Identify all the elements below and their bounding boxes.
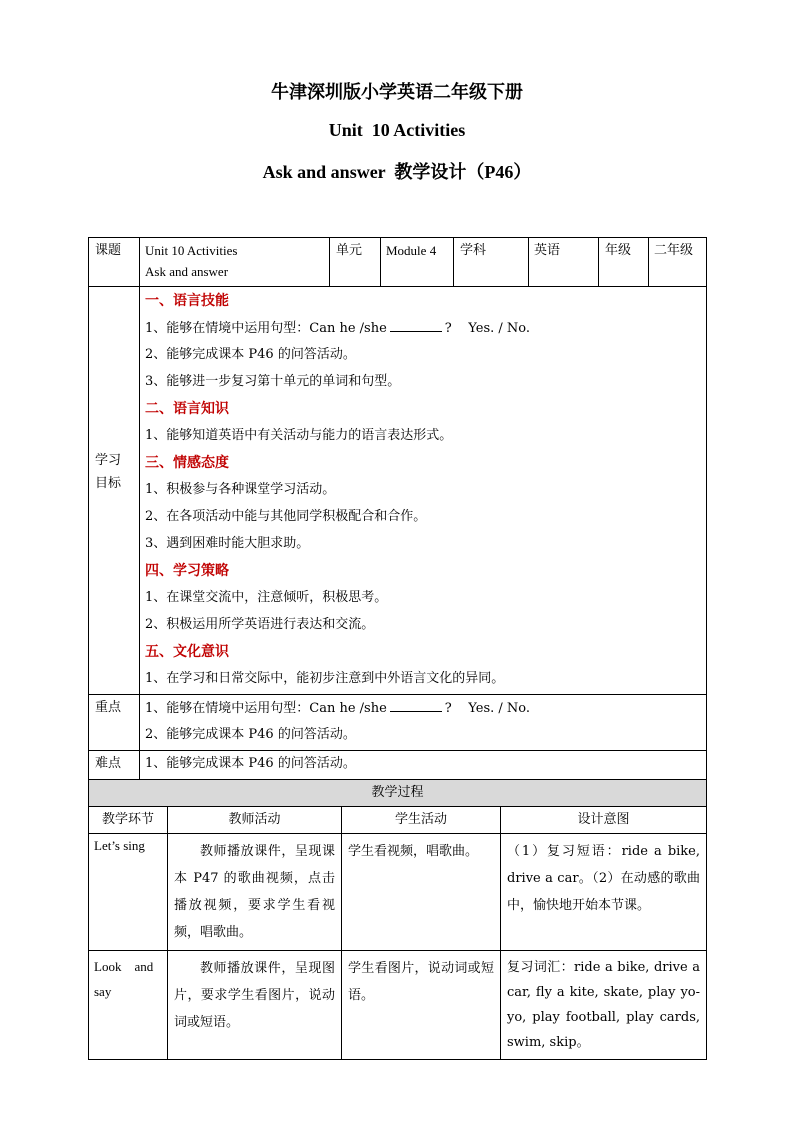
- col-header-stage: 教学环节: [89, 807, 168, 834]
- topic-line-2: Ask and answer: [145, 264, 229, 280]
- student-cell: 学生看视频，唱歌曲。: [342, 834, 501, 951]
- section-heading-knowledge: 二、语言知识: [145, 401, 229, 417]
- grade-label: 年级: [599, 238, 649, 287]
- student-cell: 学生看图片，说动词或短语。: [342, 951, 501, 1060]
- topic-label: 课题: [89, 238, 140, 287]
- fill-blank: [390, 319, 442, 332]
- skill-line-2: 2、能够完成课本 P46 的问答活动。: [145, 347, 356, 362]
- keypoint-line-1-text: 1、能够在情境中运用句型：Can he /she: [145, 701, 387, 716]
- col-header-teacher: 教师活动: [168, 807, 342, 834]
- teaching-process-table: [88, 779, 707, 1060]
- fill-blank: [390, 699, 442, 712]
- attitude-line-2: 2、在各项活动中能与其他同学积极配合和合作。: [145, 509, 427, 524]
- col-header-student: 学生活动: [342, 807, 501, 834]
- skill-line-1: [140, 316, 706, 343]
- design-cell: （1）复习短语：ride a bike, drive a car。（2）在动感的歌曲中，愉快地开始本节课。: [501, 834, 707, 951]
- difficulties-label: 难点: [89, 751, 140, 780]
- objectives-label-line-2: 目标: [95, 475, 122, 491]
- lesson-title: Ask and answer 教学设计（P46）: [262, 162, 532, 182]
- design-cell: 复习词汇：ride a bike, drive a car, fly a kite, skate, play yo-yo, play football, play cards, swim, skip。: [501, 951, 707, 1060]
- attitude-line-3: 3、遇到困难时能大胆求助。: [145, 536, 310, 551]
- keypoints-label: 重点: [89, 695, 140, 751]
- section-heading-culture: 五、文化意识: [145, 644, 229, 660]
- unit-value: Module 4: [381, 238, 454, 287]
- subject-label: 学科: [454, 238, 529, 287]
- knowledge-line-1: 1、能够知道英语中有关活动与能力的语言表达形式。: [145, 428, 453, 443]
- col-header-design: 设计意图: [501, 807, 707, 834]
- section-heading-skills: 一、语言技能: [145, 293, 229, 309]
- process-title: 教学过程: [89, 780, 707, 807]
- unit-label: 单元: [330, 238, 381, 287]
- keypoint-line-2: 2、能够完成课本 P46 的问答活动。: [145, 727, 356, 742]
- keypoint-line-1-answer: ? Yes. / No.: [444, 701, 530, 716]
- skill-line-1-answer: ? Yes. / No.: [444, 321, 530, 336]
- topic-line-1: Unit 10 Activities: [145, 243, 238, 258]
- section-heading-strategy: 四、学习策略: [145, 563, 229, 579]
- skill-line-1-text: 1、能够在情境中运用句型：Can he /she: [145, 321, 387, 336]
- keypoints-content: [140, 695, 707, 751]
- stage-cell: Let’s sing: [89, 834, 168, 951]
- subject-value: 英语: [529, 238, 599, 287]
- table-row: [89, 951, 707, 1060]
- document-title: 牛津深圳版小学英语二年级下册: [271, 82, 523, 103]
- strategy-line-2: 2、积极运用所学英语进行表达和交流。: [145, 617, 375, 632]
- objectives-content: [140, 287, 707, 695]
- culture-line-1: 1、在学习和日常交际中，能初步注意到中外语言文化的异同。: [145, 671, 505, 686]
- teacher-cell: 教师播放课件，呈现课本 P47 的歌曲视频，点击播放视频，要求学生看视频，唱歌曲。: [168, 834, 342, 951]
- difficulties-content: [140, 751, 707, 780]
- objectives-label: [89, 287, 140, 695]
- skill-line-3: 3、能够进一步复习第十单元的单词和句型。: [145, 374, 401, 389]
- section-heading-attitude: 三、情感态度: [145, 455, 229, 471]
- grade-value: 二年级: [649, 238, 707, 287]
- lesson-info-table: [88, 237, 707, 780]
- topic-value: [140, 238, 330, 287]
- strategy-line-1: 1、在课堂交流中，注意倾听，积极思考。: [145, 590, 388, 605]
- unit-title: Unit 10 Activities: [328, 120, 466, 140]
- table-row: [89, 834, 707, 951]
- attitude-line-1: 1、积极参与各种课堂学习活动。: [145, 482, 336, 497]
- teacher-cell: 教师播放课件，呈现图片，要求学生看图片，说动词或短语。: [168, 951, 342, 1060]
- difficulty-line-1: 1、能够完成课本 P46 的问答活动。: [145, 756, 356, 771]
- objectives-label-line-1: 学习: [95, 453, 122, 469]
- stage-cell: Look and say: [89, 951, 168, 1060]
- keypoint-line-1: [140, 696, 706, 723]
